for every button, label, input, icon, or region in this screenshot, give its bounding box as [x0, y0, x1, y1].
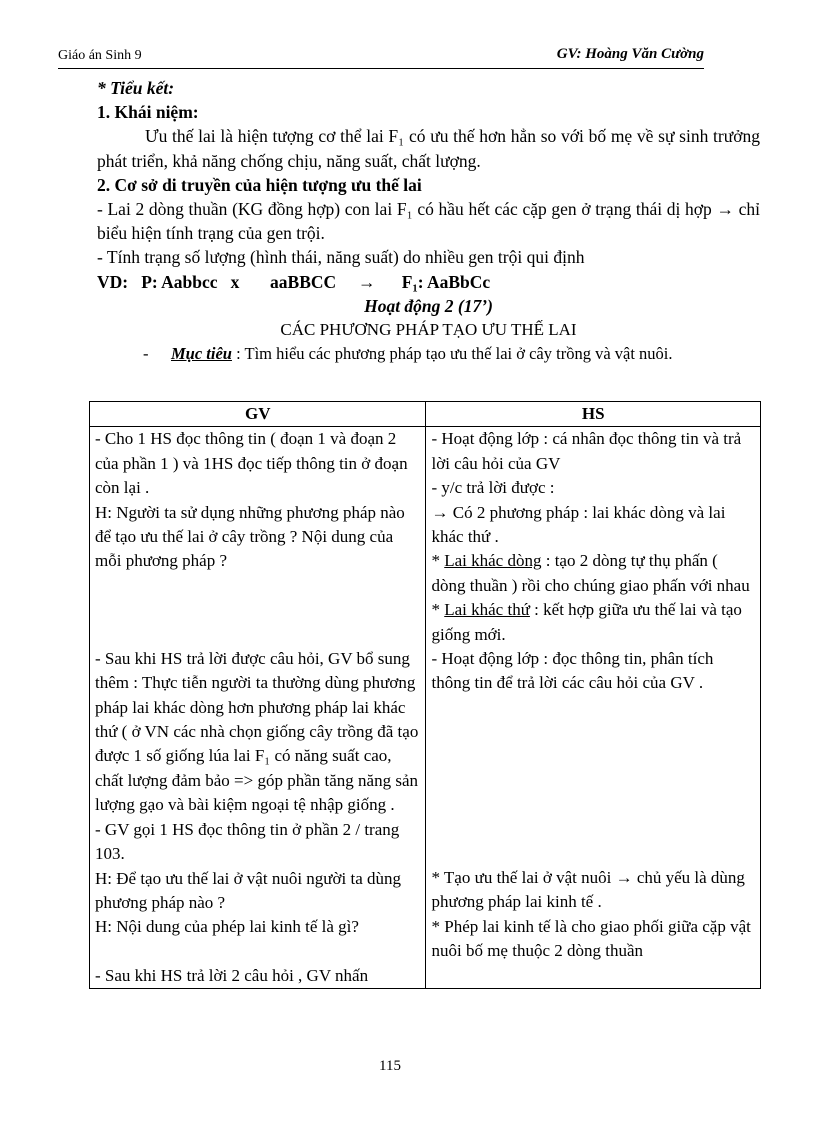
goal-text: : Tìm hiểu các phương pháp tạo ưu thế lai ở cây trồng và vật nuôi.	[231, 344, 673, 364]
cross-line-label: Lai khác dòng	[444, 551, 542, 571]
cross-line-text: : tạo 2 dòng tự thụ phấn ( dòng thuần ) rồi cho chúng giao phấn với nhau	[431, 551, 750, 595]
cross-variety-label: Lai khác thứ	[444, 600, 530, 620]
header-subject: Giáo án Sinh 9	[58, 48, 142, 63]
gv-item: H: Nội dung của phép lai kinh tế là gì?	[95, 917, 359, 937]
header-teacher: GV: Hoàng Văn Cường	[556, 46, 704, 62]
page-header	[58, 46, 704, 69]
cross-variety-text: : kết hợp giữa ưu thế lai và tạo giống mới.	[431, 600, 742, 644]
concept-title: 1. Khái niệm:	[97, 102, 199, 123]
gv-cell	[90, 427, 426, 989]
concept-text: Ưu thế lai là hiện tượng cơ thể lai F₁ có ưu thế hơn hẳn so với bố mẹ về sự sinh trưởng phát triển, khả năng chống chịu, năng suất, chất lượng.	[97, 126, 760, 171]
gv-item: - Sau khi HS trả lời được câu hỏi, GV bổ sung thêm : Thực tiễn người ta thường dùng phương pháp lai khác dòng hơn phương pháp lai khác thứ ( ở VN các nhà chọn giống cây trồng đã tạo được 1 số giống lúa lai F₁ có năng suất cao, chất lượng đảm bảo => góp phần tăng năng sản lượng gạo và bài kiệm ngoại tệ nhập giống .	[95, 648, 419, 815]
hs-item: → Có 2 phương pháp : lai khác dòng và lai khác thứ .	[431, 502, 726, 547]
genetic-basis-point-2: - Tính trạng số lượng (hình thái, năng suất) do nhiều gen trội qui định	[97, 247, 585, 268]
summary-title: * Tiểu kết:	[97, 78, 175, 98]
activity-title: Hoạt động 2 (17’)	[364, 295, 493, 316]
hs-item: - y/c trả lời được :	[431, 478, 555, 498]
genetic-basis-title: 2. Cơ sở di truyền của hiện tượng ưu thế lai	[97, 174, 422, 195]
hs-item: * Tạo ưu thế lai ở vật nuôi → chủ yếu là dùng phương pháp lai kinh tế .	[431, 867, 745, 912]
goal-label: Mục tiêu	[171, 344, 232, 364]
hs-item: * Lai khác thứ : kết hợp giữa ưu thế lai và tạo giống mới.	[431, 600, 742, 644]
table-header-row	[90, 402, 761, 427]
gv-item: H: Để tạo ưu thế lai ở vật nuôi người ta dùng phương pháp nào ?	[95, 868, 401, 912]
activity-heading: CÁC PHƯƠNG PHÁP TẠO ƯU THẾ LAI	[280, 320, 577, 340]
hs-item: * Lai khác dòng : tạo 2 dòng tự thụ phấn ( dòng thuần ) rồi cho chúng giao phấn với nhau	[431, 551, 750, 595]
gv-item: - Sau khi HS trả lời 2 câu hỏi , GV nhấn	[95, 965, 369, 985]
genetic-basis-point-1: - Lai 2 dòng thuần (KG đồng hợp) con lai F₁ có hầu hết các cặp gen ở trạng thái dị hợp → chỉ biểu hiện tính trạng của gen trội.	[97, 199, 760, 244]
column-header-hs: HS	[426, 402, 761, 427]
hs-item: * Phép lai kinh tế là cho giao phối giữa cặp vật nuôi bố mẹ thuộc 2 dòng thuần	[431, 916, 751, 961]
goal-dash: -	[143, 344, 149, 364]
example-line: VD: P: Aabbcc x aaBBCC → F₁: AaBbCc	[97, 271, 491, 292]
gv-item: H: Người ta sử dụng những phương pháp nào để tạo ưu thế lai ở cây trồng ? Nội dung của mỗi phương pháp ?	[95, 502, 405, 571]
activity-table	[89, 401, 761, 989]
hs-item: - Hoạt động lớp : đọc thông tin, phân tích thông tin để trả lời các câu hỏi của GV .	[431, 649, 714, 693]
gv-item: - Cho 1 HS đọc thông tin ( đoạn 1 và đoạn 2 của phần 1 ) và 1HS đọc tiếp thông tin ở đoạn còn lại .	[95, 429, 408, 498]
gv-item: - GV gọi 1 HS đọc thông tin ở phần 2 / trang 103.	[95, 819, 400, 864]
hs-item: - Hoạt động lớp : cá nhân đọc thông tin và trả lời câu hỏi của GV	[431, 429, 742, 473]
table-row	[90, 427, 761, 989]
hs-cell	[426, 427, 761, 989]
column-header-gv: GV	[90, 402, 426, 427]
summary-section	[97, 76, 760, 366]
activity-goal	[97, 342, 760, 366]
page-number: 115	[379, 1058, 401, 1074]
